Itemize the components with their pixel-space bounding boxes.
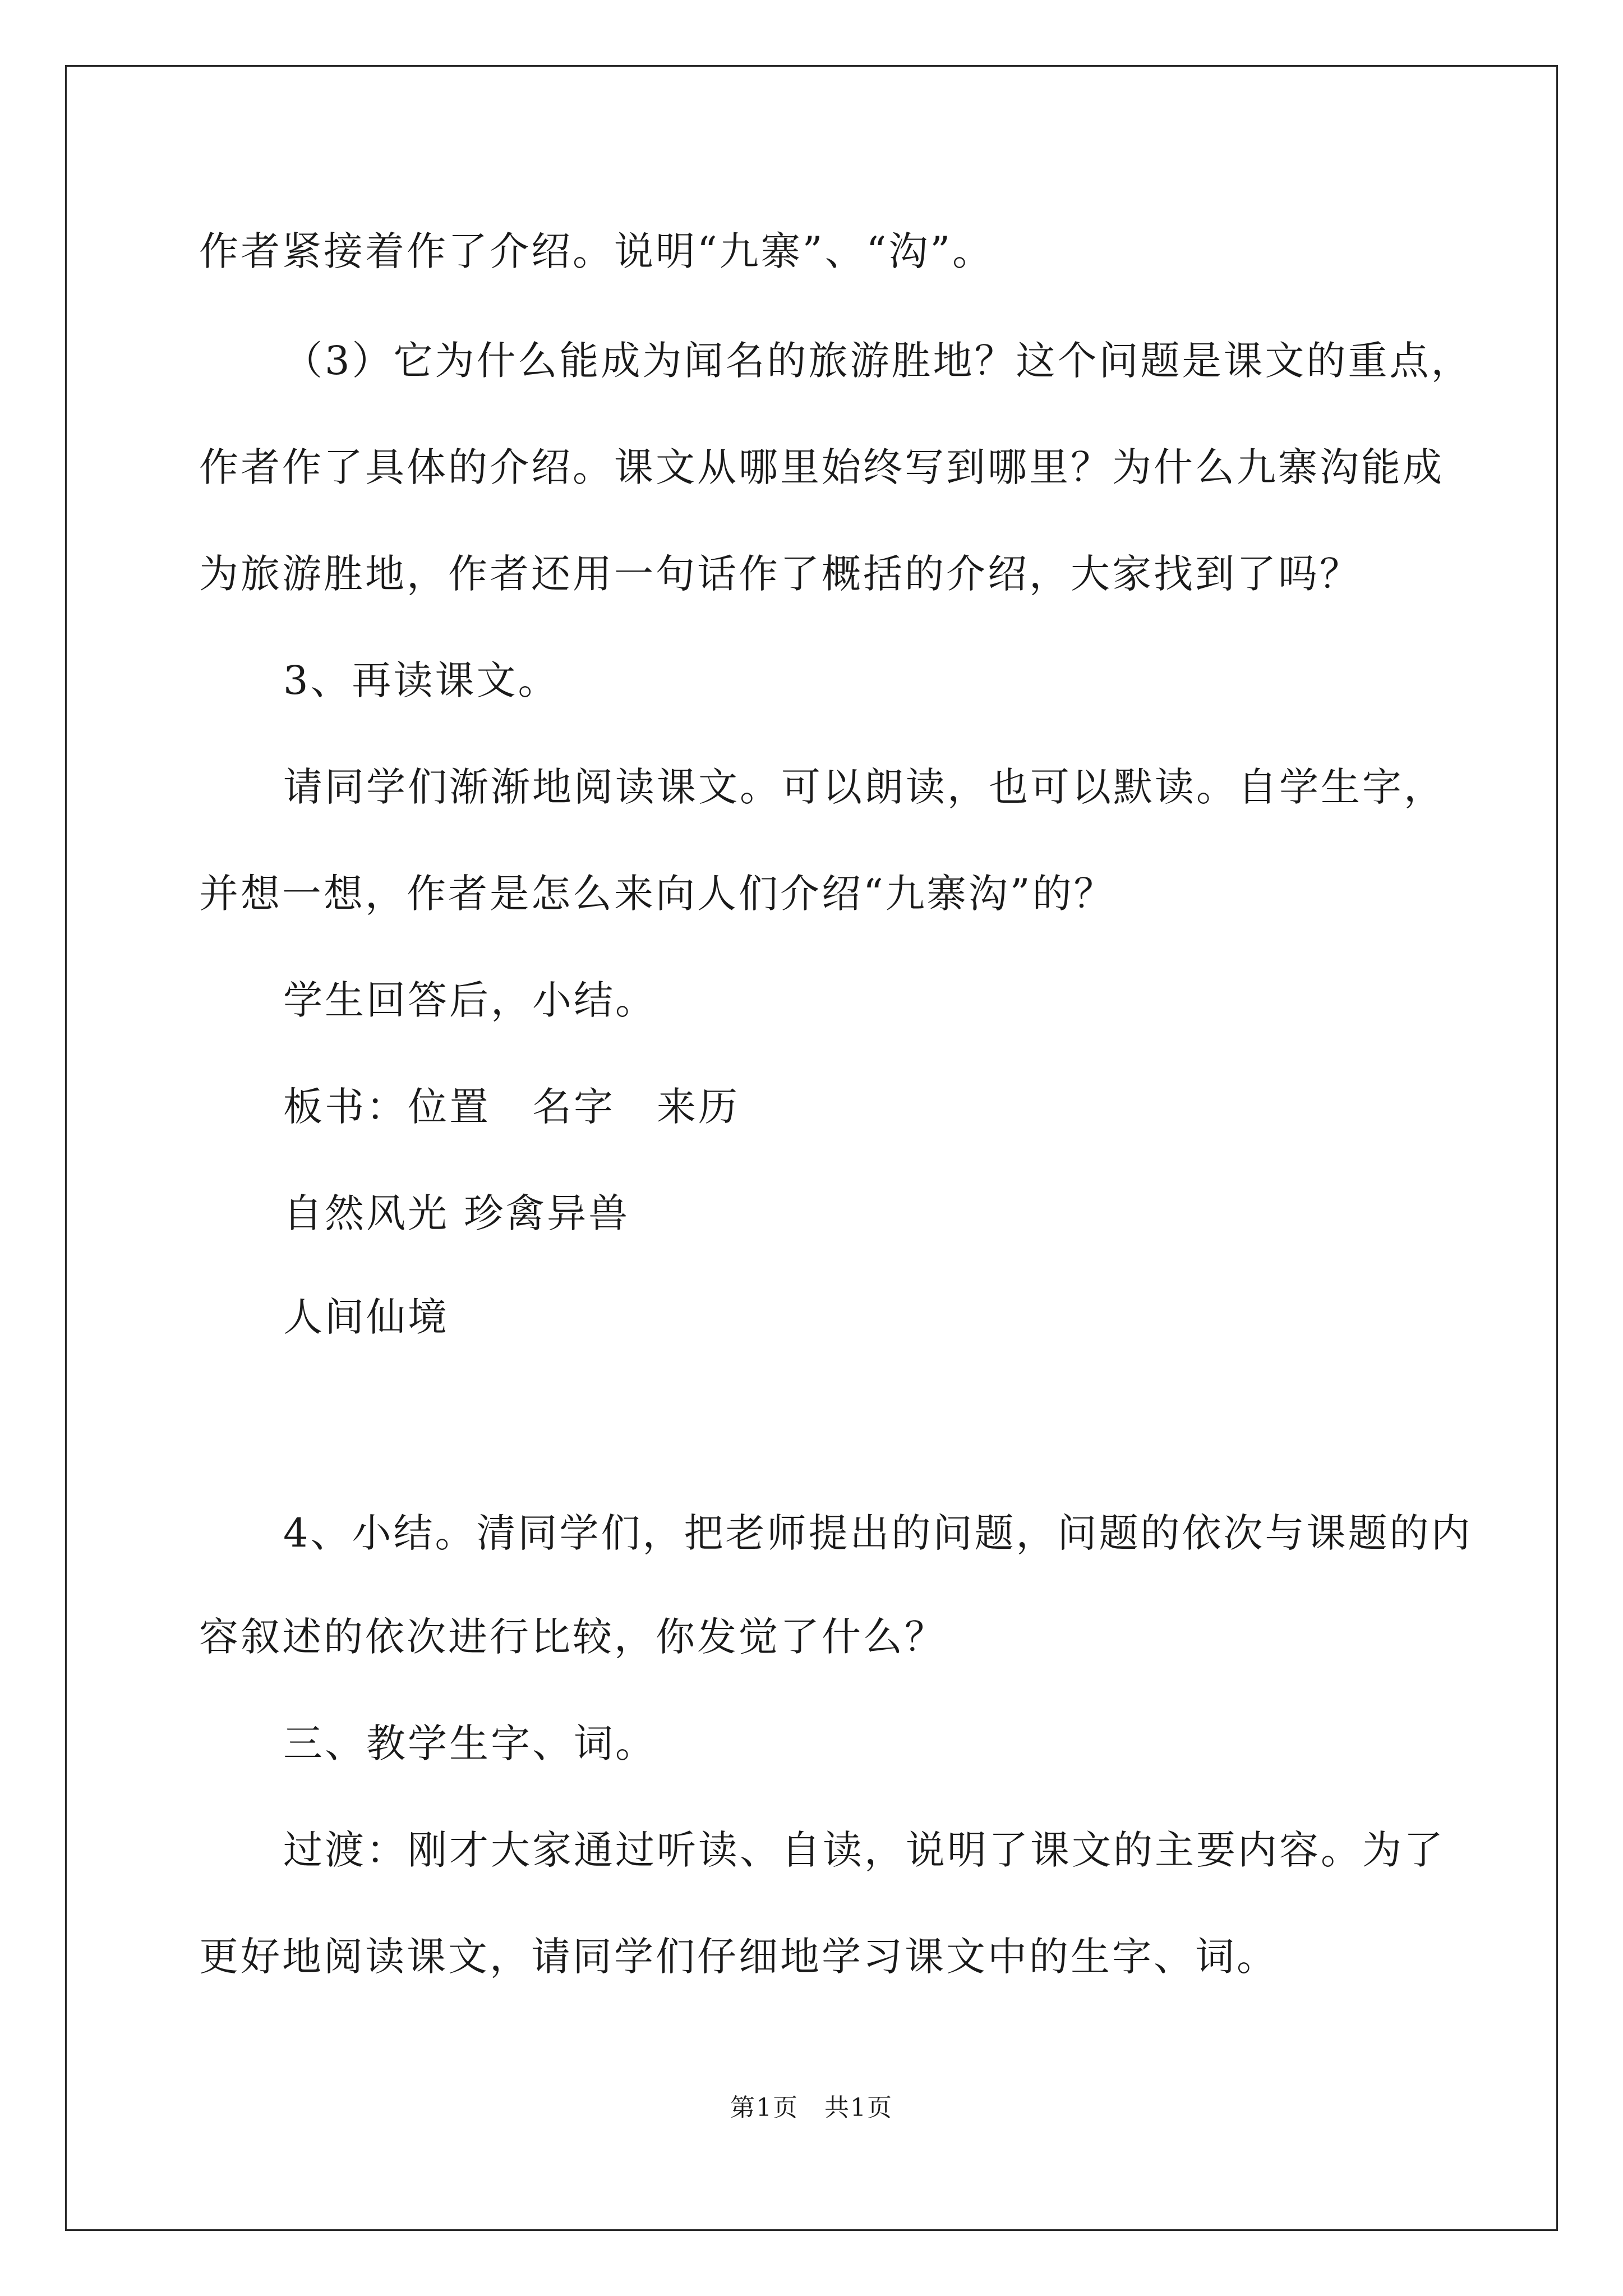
text-line: 3、再读课文。 bbox=[283, 657, 560, 703]
text-line: 并想一想，作者是怎么来向人们介绍“九寨沟”的？ bbox=[199, 871, 1115, 917]
text-line: 4、小结。清同学们，把老师提出的问题，问题的依次与课题的内 bbox=[283, 1510, 1473, 1556]
text-line: 过渡：刚才大家通过听读、自读，说明了课文的主要内容。为了 bbox=[283, 1827, 1445, 1873]
text-line: 更好地阅读课文，请同学们仔细地学习课文中的生字、词。 bbox=[199, 1934, 1278, 1980]
text-line: 板书：位置 名字 来历 bbox=[283, 1084, 740, 1130]
page-number-footer: 第1页 共1页 bbox=[730, 2093, 893, 2122]
text-line: （3）它为什么能成为闻名的旅游胜地？这个问题是课文的重点， bbox=[283, 338, 1473, 384]
text-line: 容叙述的依次进行比较，你发觉了什么？ bbox=[199, 1614, 946, 1660]
page-border bbox=[65, 65, 1558, 2231]
text-line: 为旅游胜地，作者还用一句话作了概括的介绍，大家找到了吗？ bbox=[199, 551, 1361, 597]
text-line: 作者作了具体的介绍。课文从哪里始终写到哪里？为什么九寨沟能成 bbox=[199, 444, 1444, 490]
text-line: 作者紧接着作了介绍。说明“九寨”、“沟”。 bbox=[199, 228, 994, 274]
text-line: 人间仙境 bbox=[283, 1294, 449, 1340]
text-line: 学生回答后，小结。 bbox=[283, 977, 657, 1023]
text-line: 三、教学生字、词。 bbox=[283, 1720, 657, 1766]
text-line: 请同学们渐渐地阅读课文。可以朗读，也可以默读。自学生字， bbox=[283, 764, 1445, 810]
text-line: 自然风光 珍禽异兽 bbox=[283, 1190, 630, 1236]
